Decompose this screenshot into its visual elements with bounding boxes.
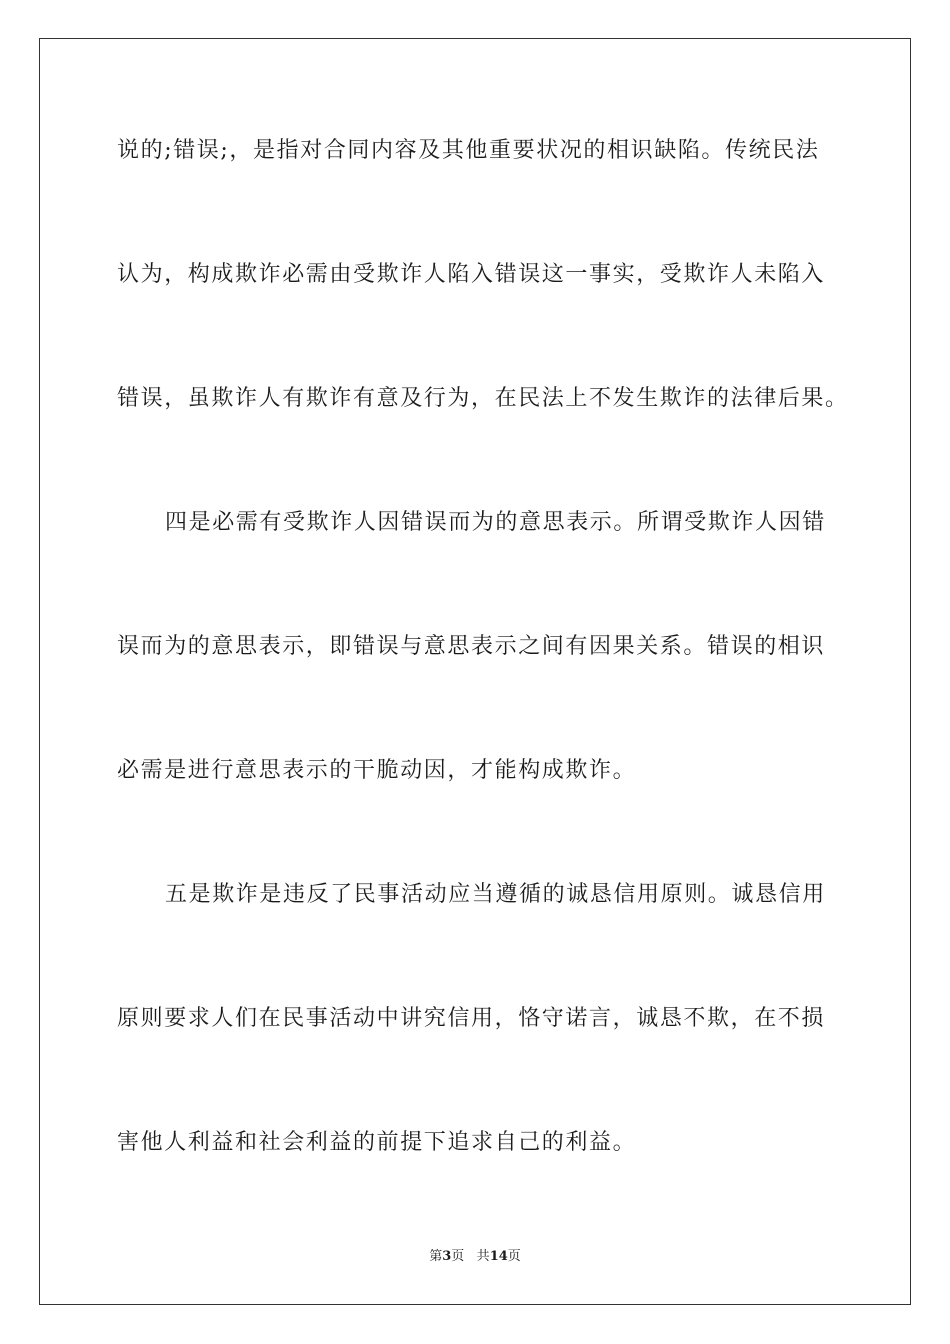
footer-total-pages: 14 bbox=[489, 1249, 508, 1264]
text-line-1: 说的;错误;，是指对合同内容及其他重要状况的相识缺陷。传统民法 bbox=[117, 138, 820, 163]
text-line-5: 误而为的意思表示，即错误与意思表示之间有因果关系。错误的相识 bbox=[117, 634, 826, 659]
footer-total-prefix: 共 bbox=[476, 1249, 490, 1264]
footer-page-prefix: 第 bbox=[429, 1249, 443, 1264]
text-line-2: 认为，构成欺诈必需由受欺诈人陷入错误这一事实，受欺诈人未陷入 bbox=[117, 262, 826, 287]
text-line-6: 必需是进行意思表示的干脆动因，才能构成欺诈。 bbox=[117, 758, 637, 783]
footer-page-number: 3 bbox=[442, 1249, 452, 1264]
footer-total-suffix: 页 bbox=[507, 1249, 521, 1264]
text-line-3: 错误，虽欺诈人有欺诈有意及行为，在民法上不发生欺诈的法律后果。 bbox=[117, 386, 849, 411]
text-line-8: 原则要求人们在民事活动中讲究信用，恪守诺言，诚恳不欺，在不损 bbox=[117, 1006, 826, 1031]
text-line-7-paragraph-start: 五是欺诈是违反了民事活动应当遵循的诚恳信用原则。诚恳信用 bbox=[165, 882, 826, 907]
footer-page-suffix: 页 bbox=[451, 1249, 465, 1264]
text-line-4-paragraph-start: 四是必需有受欺诈人因错误而为的意思表示。所谓受欺诈人因错 bbox=[165, 510, 826, 535]
page-footer bbox=[0, 1248, 950, 1266]
text-line-9: 害他人利益和社会利益的前提下追求自己的利益。 bbox=[117, 1130, 637, 1155]
page-border bbox=[39, 38, 911, 1305]
